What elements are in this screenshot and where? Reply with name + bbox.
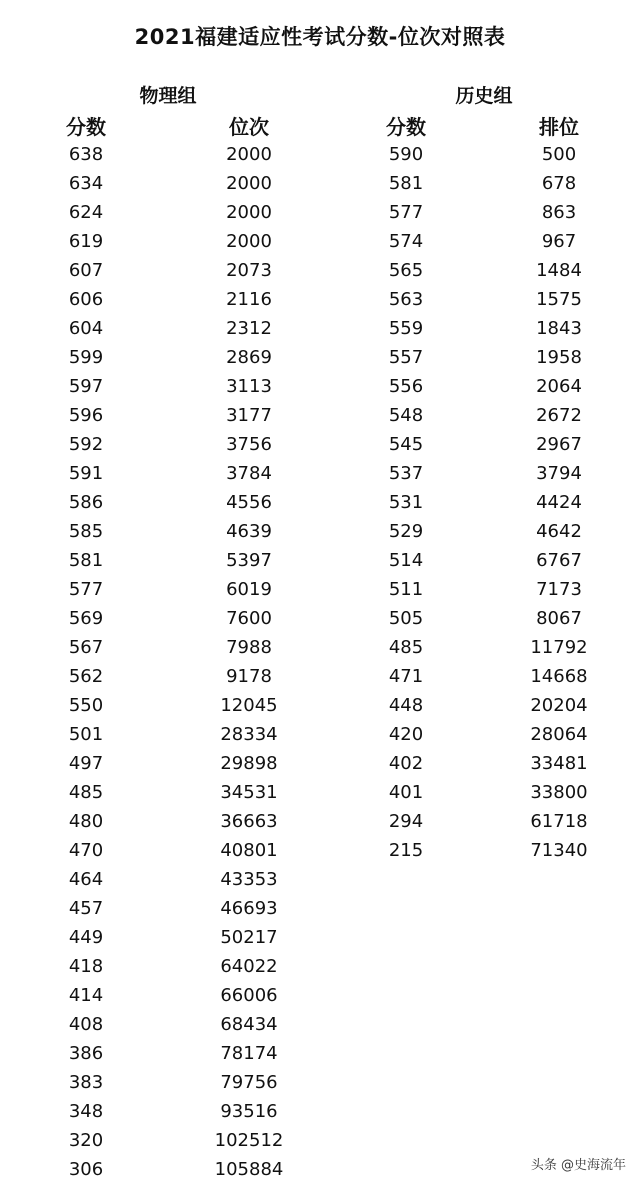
physics-rank-cell: 2312	[226, 318, 272, 339]
physics-table-row	[41, 227, 311, 256]
history-score-cell: 529	[388, 521, 424, 542]
physics-rank-cell: 6019	[226, 579, 272, 600]
physics-table-row	[41, 140, 311, 169]
history-rank-cell: 1484	[536, 260, 582, 281]
history-table	[361, 140, 611, 865]
history-rank-cell: 71340	[530, 840, 588, 861]
physics-table-row	[41, 1068, 311, 1097]
physics-score-cell: 634	[68, 173, 104, 194]
physics-score-cell: 480	[68, 811, 104, 832]
history-score-cell: 420	[388, 724, 424, 745]
physics-table	[41, 140, 311, 1184]
physics-table-row	[41, 749, 311, 778]
history-score-header: 分数	[386, 115, 426, 139]
physics-rank-cell: 3784	[226, 463, 272, 484]
history-table-row	[361, 459, 611, 488]
physics-score-cell: 449	[68, 927, 104, 948]
history-score-cell: 514	[388, 550, 424, 571]
history-table-row	[361, 633, 611, 662]
physics-rank-cell: 4556	[226, 492, 272, 513]
history-score-cell: 401	[388, 782, 424, 803]
physics-score-cell: 501	[68, 724, 104, 745]
physics-rank-cell: 4639	[226, 521, 272, 542]
history-score-cell: 215	[388, 840, 424, 861]
physics-rank-cell: 5397	[226, 550, 272, 571]
physics-score-cell: 470	[68, 840, 104, 861]
physics-score-cell: 383	[68, 1072, 104, 1093]
history-rank-cell: 11792	[530, 637, 588, 658]
physics-table-row	[41, 604, 311, 633]
physics-table-row	[41, 633, 311, 662]
physics-rank-cell: 3177	[226, 405, 272, 426]
physics-score-cell: 604	[68, 318, 104, 339]
physics-rank-cell: 66006	[220, 985, 278, 1006]
physics-score-cell: 418	[68, 956, 104, 977]
history-rank-cell: 4424	[536, 492, 582, 513]
history-table-row	[361, 604, 611, 633]
physics-table-row	[41, 836, 311, 865]
physics-rank-cell: 43353	[220, 869, 278, 890]
physics-table-row	[41, 372, 311, 401]
physics-table-row	[41, 691, 311, 720]
physics-table-row	[41, 488, 311, 517]
history-rank-cell: 678	[541, 173, 577, 194]
history-rank-cell: 1575	[536, 289, 582, 310]
history-score-cell: 545	[388, 434, 424, 455]
history-score-cell: 559	[388, 318, 424, 339]
physics-rank-cell: 3756	[226, 434, 272, 455]
physics-table-row	[41, 807, 311, 836]
history-score-cell: 485	[388, 637, 424, 658]
physics-rank-cell: 2000	[226, 144, 272, 165]
history-table-row	[361, 517, 611, 546]
physics-rank-cell: 68434	[220, 1014, 278, 1035]
history-table-row	[361, 546, 611, 575]
physics-table-row	[41, 923, 311, 952]
history-score-cell: 557	[388, 347, 424, 368]
history-rank-cell: 1843	[536, 318, 582, 339]
physics-score-cell: 569	[68, 608, 104, 629]
history-score-cell: 294	[388, 811, 424, 832]
history-rank-cell: 2967	[536, 434, 582, 455]
physics-score-cell: 619	[68, 231, 104, 252]
physics-rank-cell: 2000	[226, 231, 272, 252]
history-table-row	[361, 256, 611, 285]
physics-score-cell: 408	[68, 1014, 104, 1035]
history-score-cell: 548	[388, 405, 424, 426]
physics-rank-cell: 46693	[220, 898, 278, 919]
physics-table-row	[41, 1155, 311, 1184]
history-rank-cell: 7173	[536, 579, 582, 600]
history-table-row	[361, 720, 611, 749]
physics-rank-cell: 2073	[226, 260, 272, 281]
physics-score-cell: 596	[68, 405, 104, 426]
physics-table-row	[41, 459, 311, 488]
physics-rank-cell: 28334	[220, 724, 278, 745]
physics-rank-cell: 29898	[220, 753, 278, 774]
physics-rank-cell: 9178	[226, 666, 272, 687]
physics-table-row	[41, 343, 311, 372]
history-table-row	[361, 401, 611, 430]
history-score-cell: 563	[388, 289, 424, 310]
history-rank-cell: 61718	[530, 811, 588, 832]
history-score-cell: 448	[388, 695, 424, 716]
physics-score-cell: 485	[68, 782, 104, 803]
history-rank-cell: 967	[541, 231, 577, 252]
physics-table-row	[41, 1097, 311, 1126]
history-rank-cell: 33481	[530, 753, 588, 774]
physics-table-row	[41, 1039, 311, 1068]
history-rank-cell: 4642	[536, 521, 582, 542]
history-rank-cell: 6767	[536, 550, 582, 571]
physics-table-row	[41, 256, 311, 285]
history-score-cell: 505	[388, 608, 424, 629]
physics-score-cell: 581	[68, 550, 104, 571]
history-table-row	[361, 691, 611, 720]
physics-table-row	[41, 1126, 311, 1155]
history-rank-cell: 20204	[530, 695, 588, 716]
physics-rank-cell: 79756	[220, 1072, 278, 1093]
physics-rank-cell: 2116	[226, 289, 272, 310]
physics-score-cell: 562	[68, 666, 104, 687]
history-table-row	[361, 807, 611, 836]
physics-table-row	[41, 575, 311, 604]
history-score-cell: 402	[388, 753, 424, 774]
physics-score-cell: 348	[68, 1101, 104, 1122]
physics-score-cell: 638	[68, 144, 104, 165]
physics-rank-cell: 7988	[226, 637, 272, 658]
history-rank-cell: 3794	[536, 463, 582, 484]
history-score-cell: 574	[388, 231, 424, 252]
physics-table-row	[41, 894, 311, 923]
history-table-row	[361, 575, 611, 604]
physics-rank-cell: 102512	[214, 1130, 284, 1151]
physics-rank-cell: 64022	[220, 956, 278, 977]
history-table-row	[361, 314, 611, 343]
history-table-row	[361, 778, 611, 807]
physics-score-header: 分数	[66, 115, 106, 139]
physics-rank-cell: 12045	[220, 695, 278, 716]
physics-score-cell: 497	[68, 753, 104, 774]
physics-table-row	[41, 430, 311, 459]
history-table-row	[361, 372, 611, 401]
physics-rank-cell: 2000	[226, 202, 272, 223]
physics-score-cell: 577	[68, 579, 104, 600]
physics-table-row	[41, 865, 311, 894]
physics-table-row	[41, 169, 311, 198]
history-rank-cell: 14668	[530, 666, 588, 687]
physics-score-cell: 464	[68, 869, 104, 890]
physics-table-row	[41, 952, 311, 981]
history-table-row	[361, 198, 611, 227]
physics-table-row	[41, 401, 311, 430]
physics-score-cell: 414	[68, 985, 104, 1006]
physics-rank-cell: 34531	[220, 782, 278, 803]
history-rank-cell: 500	[541, 144, 577, 165]
history-rank-cell: 33800	[530, 782, 588, 803]
history-rank-cell: 1958	[536, 347, 582, 368]
physics-rank-cell: 36663	[220, 811, 278, 832]
watermark: 头条 @史海流年	[530, 1158, 626, 1173]
history-rank-header: 排位	[539, 115, 579, 139]
physics-score-cell: 306	[68, 1159, 104, 1180]
physics-score-cell: 607	[68, 260, 104, 281]
physics-rank-cell: 3113	[226, 376, 272, 397]
physics-score-cell: 591	[68, 463, 104, 484]
history-group-title: 历史组	[455, 85, 513, 107]
history-table-row	[361, 227, 611, 256]
physics-score-cell: 550	[68, 695, 104, 716]
history-rank-cell: 28064	[530, 724, 588, 745]
history-rank-cell: 8067	[536, 608, 582, 629]
history-table-row	[361, 662, 611, 691]
history-score-cell: 556	[388, 376, 424, 397]
physics-table-row	[41, 981, 311, 1010]
history-table-row	[361, 430, 611, 459]
physics-table-row	[41, 285, 311, 314]
physics-table-row	[41, 720, 311, 749]
physics-rank-cell: 105884	[214, 1159, 284, 1180]
history-table-row	[361, 836, 611, 865]
physics-rank-header: 位次	[229, 115, 269, 139]
page-title: 2021福建适应性考试分数-位次对照表	[134, 25, 506, 49]
physics-score-cell: 386	[68, 1043, 104, 1064]
history-score-cell: 577	[388, 202, 424, 223]
history-rank-cell: 863	[541, 202, 577, 223]
physics-rank-cell: 2000	[226, 173, 272, 194]
physics-rank-cell: 50217	[220, 927, 278, 948]
physics-rank-cell: 93516	[220, 1101, 278, 1122]
physics-table-row	[41, 314, 311, 343]
physics-table-row	[41, 546, 311, 575]
history-table-row	[361, 169, 611, 198]
history-score-cell: 511	[388, 579, 424, 600]
history-score-cell: 590	[388, 144, 424, 165]
history-table-row	[361, 140, 611, 169]
history-rank-cell: 2672	[536, 405, 582, 426]
physics-table-row	[41, 662, 311, 691]
physics-score-cell: 606	[68, 289, 104, 310]
physics-score-cell: 320	[68, 1130, 104, 1151]
physics-score-cell: 599	[68, 347, 104, 368]
history-score-cell: 537	[388, 463, 424, 484]
physics-table-row	[41, 1010, 311, 1039]
physics-rank-cell: 40801	[220, 840, 278, 861]
physics-score-cell: 585	[68, 521, 104, 542]
physics-score-cell: 567	[68, 637, 104, 658]
physics-table-row	[41, 517, 311, 546]
history-table-row	[361, 749, 611, 778]
physics-score-cell: 586	[68, 492, 104, 513]
physics-rank-cell: 7600	[226, 608, 272, 629]
physics-score-cell: 457	[68, 898, 104, 919]
physics-group-title: 物理组	[139, 85, 197, 107]
history-table-row	[361, 343, 611, 372]
physics-score-cell: 624	[68, 202, 104, 223]
physics-score-cell: 597	[68, 376, 104, 397]
history-table-row	[361, 285, 611, 314]
history-rank-cell: 2064	[536, 376, 582, 397]
history-score-cell: 581	[388, 173, 424, 194]
physics-rank-cell: 78174	[220, 1043, 278, 1064]
history-score-cell: 565	[388, 260, 424, 281]
history-score-cell: 531	[388, 492, 424, 513]
physics-table-row	[41, 778, 311, 807]
physics-rank-cell: 2869	[226, 347, 272, 368]
physics-score-cell: 592	[68, 434, 104, 455]
history-table-row	[361, 488, 611, 517]
history-score-cell: 471	[388, 666, 424, 687]
physics-table-row	[41, 198, 311, 227]
